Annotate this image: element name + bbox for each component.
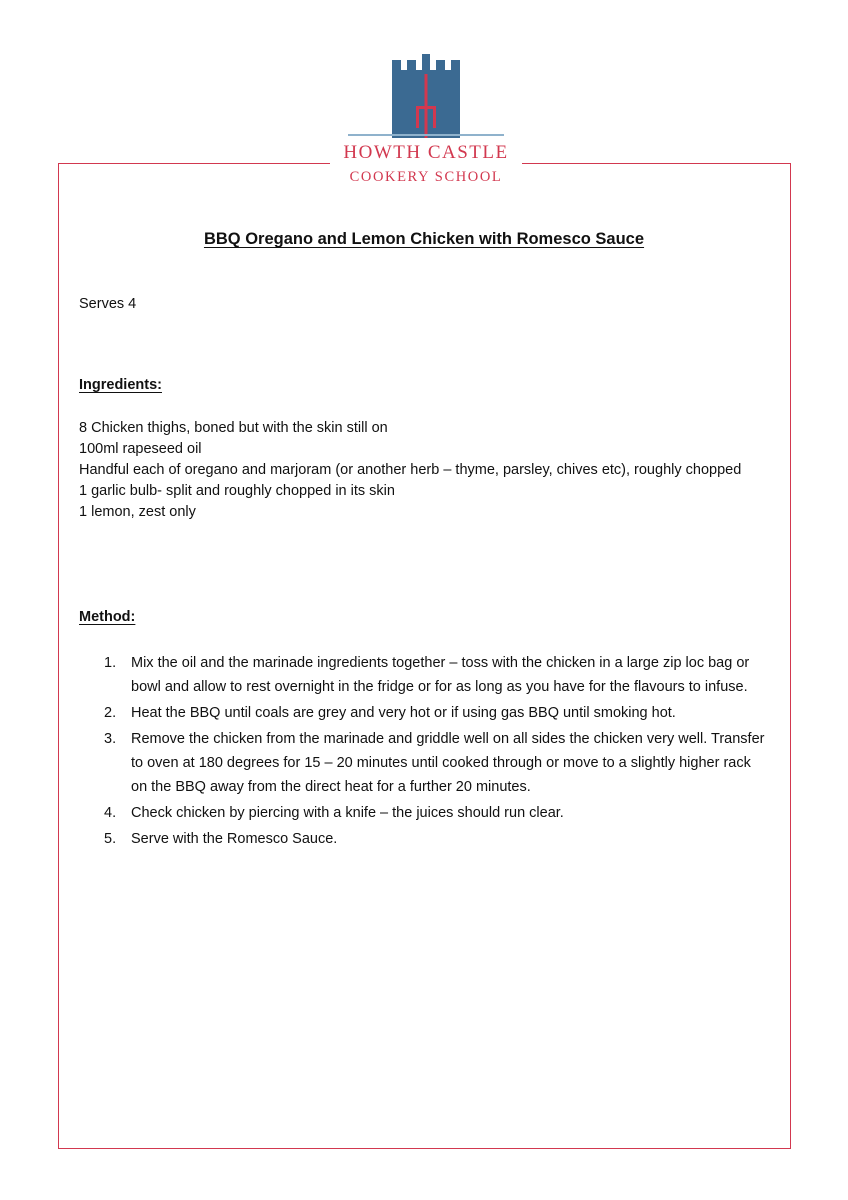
castle-fork-icon	[330, 50, 522, 142]
ingredient-item: 1 garlic bulb- split and roughly chopped in its skin	[79, 483, 395, 499]
step-number: 5.	[104, 831, 117, 847]
ingredients-list	[79, 418, 769, 523]
ingredient-item: Handful each of oregano and marjoram (or another herb – thyme, parsley, chives etc), roughly chopped	[79, 462, 742, 478]
step-text: Serve with the Romesco Sauce.	[131, 831, 338, 847]
method-list	[104, 651, 769, 853]
step-number: 3.	[104, 731, 117, 747]
method-step	[104, 651, 769, 699]
method-step	[104, 701, 769, 725]
step-number: 1.	[104, 655, 117, 671]
method-step	[104, 801, 769, 825]
step-text: Mix the oil and the marinade ingredients together – toss with the chicken in a large zip loc bag or bowl and allow to rest overnight in the fridge or for as long as you have for the flavours to infuse.	[131, 655, 750, 695]
logo-subtitle: COOKERY SCHOOL	[349, 169, 503, 185]
step-number: 2.	[104, 705, 117, 721]
ingredient-item: 100ml rapeseed oil	[79, 441, 202, 457]
method-step	[104, 827, 769, 851]
school-logo	[330, 50, 522, 190]
recipe-title: BBQ Oregano and Lemon Chicken with Romesco Sauce	[203, 230, 645, 248]
step-text: Check chicken by piercing with a knife – the juices should run clear.	[131, 805, 564, 821]
serves-text: Serves 4	[79, 296, 137, 312]
step-text: Heat the BBQ until coals are grey and very hot or if using gas BBQ until smoking hot.	[131, 705, 676, 721]
method-step	[104, 727, 769, 799]
step-number: 4.	[104, 805, 117, 821]
method-heading: Method:	[79, 609, 136, 625]
ingredient-item: 1 lemon, zest only	[79, 504, 196, 520]
ingredient-item: 8 Chicken thighs, boned but with the skin still on	[79, 420, 388, 436]
logo-title: HOWTH CASTLE	[343, 142, 509, 163]
ingredients-heading: Ingredients:	[79, 377, 162, 393]
step-text: Remove the chicken from the marinade and griddle well on all sides the chicken very well. Transfer to oven at 180 degrees for 15 – 20 minutes until cooked through or move to a slightly higher rack on the BBQ away from the direct heat for a further 20 minutes.	[131, 731, 765, 795]
